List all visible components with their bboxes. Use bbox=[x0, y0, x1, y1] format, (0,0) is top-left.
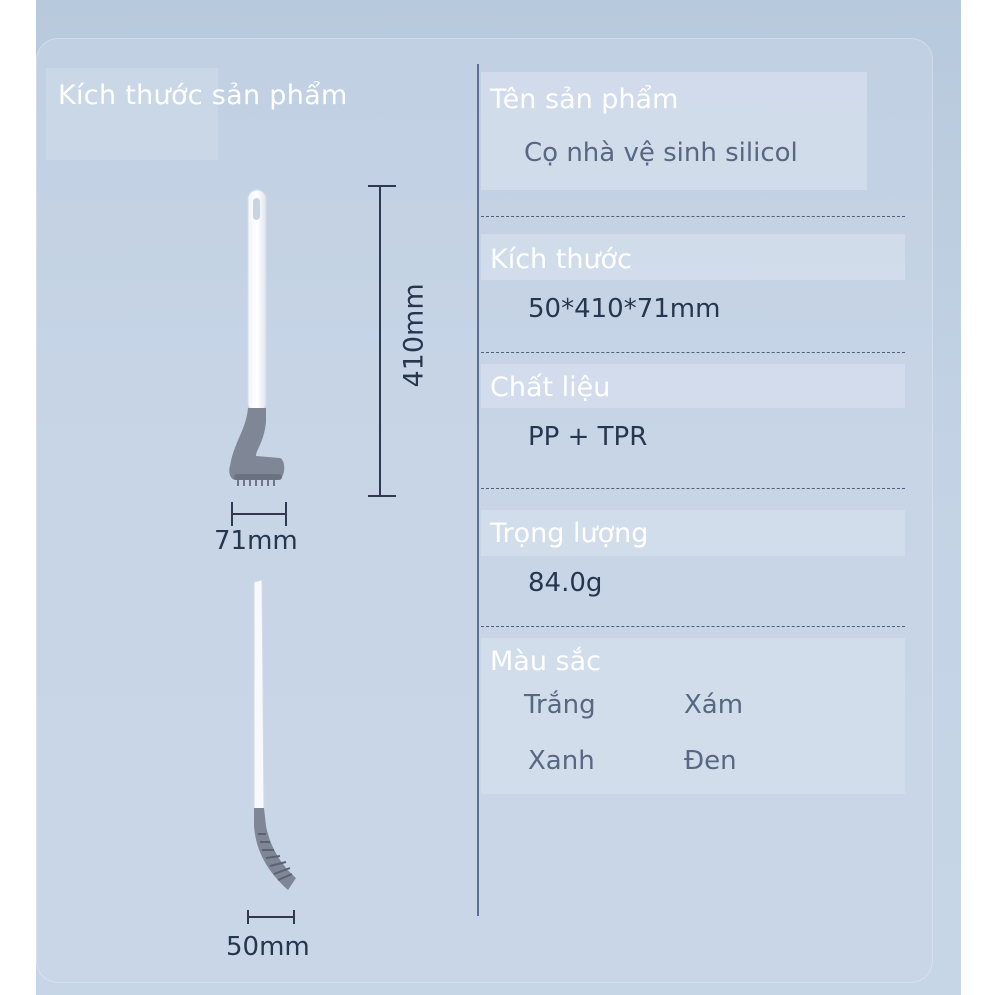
height-dimension-label: 410mm bbox=[398, 283, 430, 388]
brush-upright bbox=[229, 190, 284, 486]
color-option-blue: Xanh bbox=[528, 746, 595, 776]
size-value: 50*410*71mm bbox=[528, 294, 721, 324]
depth-dimension-line bbox=[248, 910, 294, 924]
width-dimension-line bbox=[232, 502, 286, 526]
row-divider bbox=[481, 216, 905, 217]
row-divider bbox=[481, 352, 905, 353]
depth-dimension-label: 50mm bbox=[226, 932, 310, 962]
weight-value: 84.0g bbox=[528, 568, 603, 598]
divider-vertical bbox=[477, 64, 479, 916]
material-value: PP + TPR bbox=[528, 422, 648, 452]
brush-side bbox=[254, 580, 296, 890]
name-value: Cọ nhà vệ sinh silicol bbox=[524, 138, 798, 168]
row-divider bbox=[481, 488, 905, 489]
name-label: Tên sản phẩm bbox=[490, 84, 679, 115]
brush-side-illustration bbox=[220, 576, 320, 936]
row-divider bbox=[481, 626, 905, 627]
color-option-black: Đen bbox=[684, 746, 737, 776]
weight-label: Trọng lượng bbox=[490, 518, 649, 549]
colors-label: Màu sắc bbox=[490, 646, 601, 677]
dimension-title: Kích thước sản phẩm bbox=[58, 80, 348, 111]
color-option-white: Trắng bbox=[524, 690, 596, 720]
size-label: Kích thước bbox=[490, 244, 632, 275]
height-dimension-line bbox=[368, 186, 396, 496]
material-label: Chất liệu bbox=[490, 372, 611, 403]
width-dimension-label: 71mm bbox=[214, 526, 298, 556]
color-option-grey: Xám bbox=[684, 690, 744, 720]
